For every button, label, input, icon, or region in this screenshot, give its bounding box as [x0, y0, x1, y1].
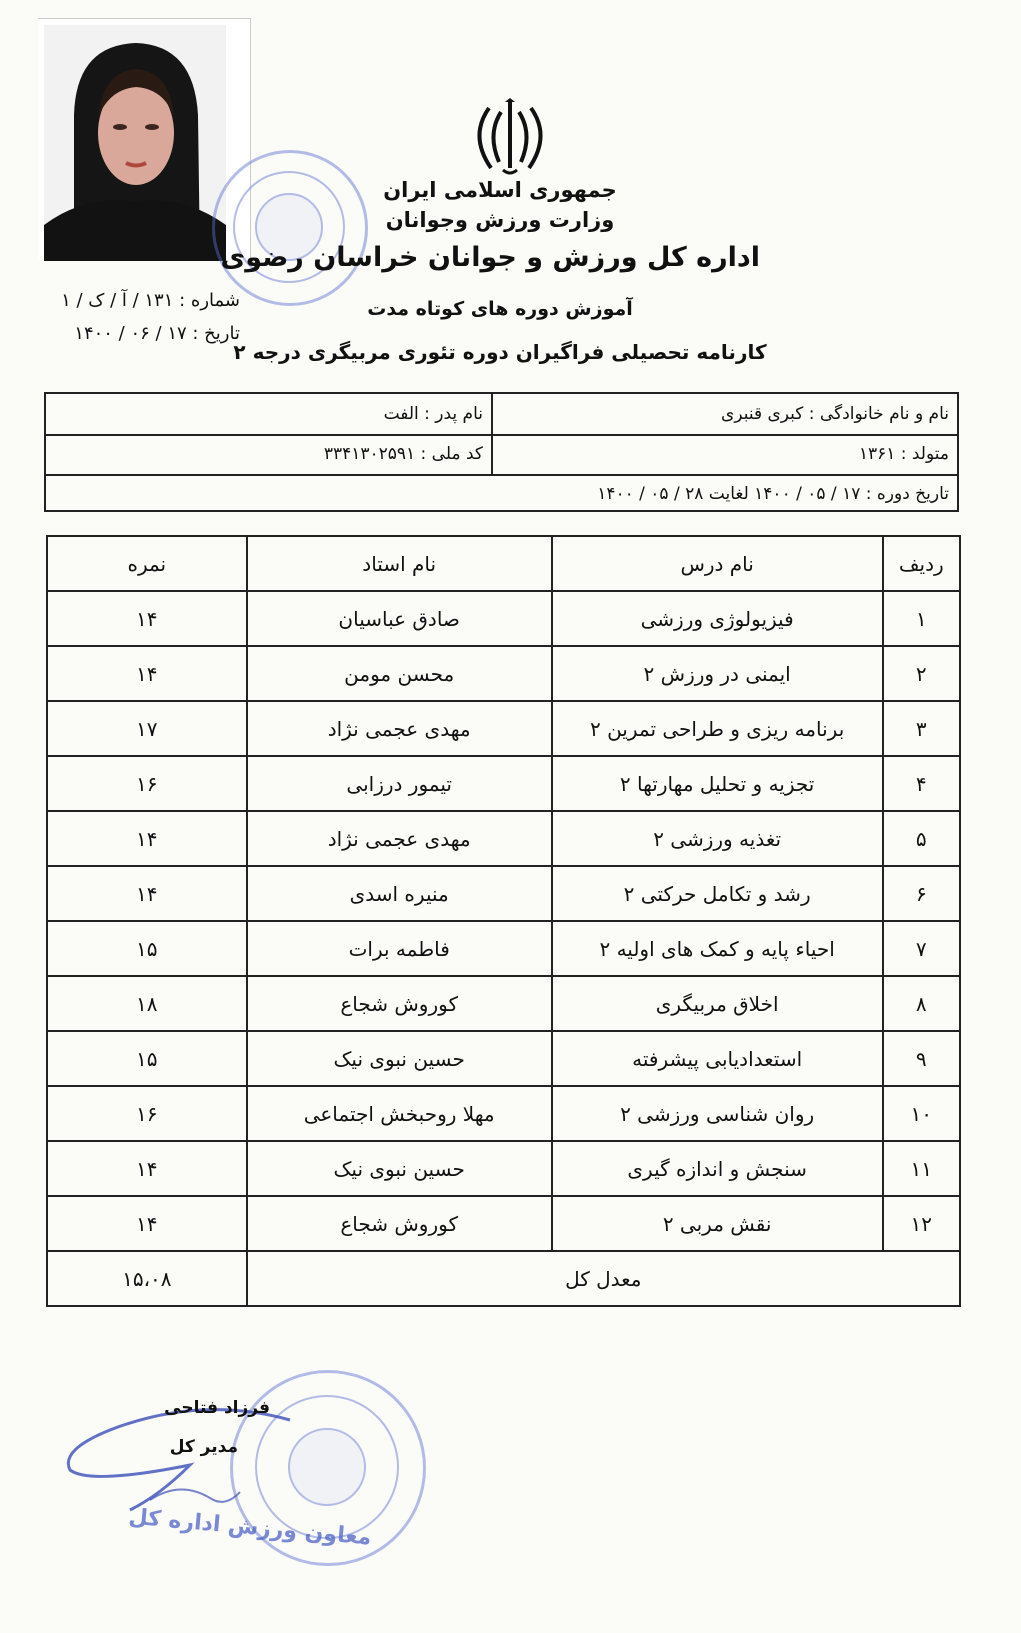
government-line: جمهوری اسلامی ایران [383, 178, 617, 202]
teacher-name-cell: حسین نبوی نیک [247, 1031, 552, 1086]
organization-title: اداره کل ورزش و جوانان خراسان رضوی [220, 242, 760, 273]
upper-seal [212, 150, 368, 306]
student-name: نام و نام خانوادگی : کبری قنبری [721, 404, 949, 424]
table-row [47, 811, 960, 866]
table-row [47, 921, 960, 976]
teacher-name-cell: مهدی عجمی نژاد [247, 701, 552, 756]
table-row [47, 701, 960, 756]
table-row [47, 1031, 960, 1086]
row-number-cell: ۱۰ [883, 1086, 960, 1141]
course-name-cell: رشد و تکامل حرکتی ۲ [552, 866, 883, 921]
teacher-name-cell: مهلا روحبخش اجتماعی [247, 1086, 552, 1141]
row-number-cell: ۶ [883, 866, 960, 921]
row-number-cell: ۱ [883, 591, 960, 646]
grade-cell: ۱۵ [47, 921, 247, 976]
course-name-cell: برنامه ریزی و طراحی تمرین ۲ [552, 701, 883, 756]
birth-year: متولد : ۱۳۶۱ [858, 444, 949, 464]
header-row-number: ردیف [883, 536, 960, 591]
header-grade: نمره [47, 536, 247, 591]
course-name-cell: احیاء پایه و کمک های اولیه ۲ [552, 921, 883, 976]
info-row-id [46, 434, 957, 476]
report-title: کارنامه تحصیلی فراگیران دوره تئوری مربیگری درجه ۲ [233, 340, 767, 364]
grade-cell: ۱۷ [47, 701, 247, 756]
grade-cell: ۱۸ [47, 976, 247, 1031]
table-row [47, 866, 960, 921]
course-dates: تاریخ دوره : ۱۷ / ۰۵ / ۱۴۰۰ لغایت ۲۸ / ۰۵ / ۱۴۰۰ [597, 484, 949, 504]
student-info-box [44, 392, 959, 512]
table-row [47, 1086, 960, 1141]
table-row [47, 591, 960, 646]
grade-cell: ۱۶ [47, 1086, 247, 1141]
grade-cell: ۱۴ [47, 1196, 247, 1251]
reference-number: شماره : ۱۳۱ / آ / ک / ۱ [61, 290, 240, 311]
table-row [47, 646, 960, 701]
info-row-name [46, 394, 957, 436]
table-row [47, 756, 960, 811]
teacher-name-cell: صادق عباسیان [247, 591, 552, 646]
course-name-cell: تغذیه ورزشی ۲ [552, 811, 883, 866]
teacher-name-cell: حسین نبوی نیک [247, 1141, 552, 1196]
teacher-name-cell: مهدی عجمی نژاد [247, 811, 552, 866]
info-row-dates [46, 474, 957, 514]
course-name-cell: سنجش و اندازه گیری [552, 1141, 883, 1196]
student-photo [44, 25, 226, 261]
table-row [47, 1141, 960, 1196]
table-row [47, 976, 960, 1031]
header-teacher: نام استاد [247, 536, 552, 591]
course-name-cell: نقش مربی ۲ [552, 1196, 883, 1251]
row-number-cell: ۴ [883, 756, 960, 811]
total-label: معدل کل [247, 1251, 960, 1306]
reference-date: تاریخ : ۱۷ / ۰۶ / ۱۴۰۰ [74, 323, 240, 344]
row-number-cell: ۲ [883, 646, 960, 701]
row-number-cell: ۱۱ [883, 1141, 960, 1196]
national-id: کد ملی : ۳۳۴۱۳۰۲۵۹۱ [46, 434, 493, 474]
row-number-cell: ۵ [883, 811, 960, 866]
row-number-cell: ۹ [883, 1031, 960, 1086]
grade-cell: ۱۶ [47, 756, 247, 811]
ministry-line: وزارت ورزش وجوانان [385, 208, 615, 232]
stamp-text: معاون ورزش اداره کل [127, 1504, 373, 1551]
signer-title: مدیر کل [169, 1437, 238, 1457]
iran-emblem-icon [465, 98, 555, 176]
teacher-name-cell: محسن مومن [247, 646, 552, 701]
signer-name: فرزاد فتاحی [164, 1398, 270, 1418]
grade-cell: ۱۴ [47, 866, 247, 921]
course-name-cell: ایمنی در ورزش ۲ [552, 646, 883, 701]
row-number-cell: ۷ [883, 921, 960, 976]
teacher-name-cell: تیمور درزابی [247, 756, 552, 811]
course-name-cell: اخلاق مربیگری [552, 976, 883, 1031]
teacher-name-cell: کوروش شجاع [247, 976, 552, 1031]
grade-cell: ۱۵ [47, 1031, 247, 1086]
course-name-cell: تجزیه و تحلیل مهارتها ۲ [552, 756, 883, 811]
teacher-name-cell: منیره اسدی [247, 866, 552, 921]
total-row [47, 1251, 960, 1306]
grade-cell: ۱۴ [47, 591, 247, 646]
table-row [47, 1196, 960, 1251]
row-number-cell: ۱۲ [883, 1196, 960, 1251]
grade-cell: ۱۴ [47, 811, 247, 866]
row-number-cell: ۳ [883, 701, 960, 756]
father-name: نام پدر : الفت [46, 394, 493, 434]
grade-cell: ۱۴ [47, 646, 247, 701]
table-header-row [47, 536, 960, 591]
total-value: ۱۵،۰۸ [47, 1251, 247, 1306]
row-number-cell: ۸ [883, 976, 960, 1031]
course-name-cell: فیزیولوژی ورزشی [552, 591, 883, 646]
grades-table [46, 535, 961, 1307]
teacher-name-cell: کوروش شجاع [247, 1196, 552, 1251]
course-name-cell: استعدادیابی پیشرفته [552, 1031, 883, 1086]
grade-cell: ۱۴ [47, 1141, 247, 1196]
subtitle: آموزش دوره های کوتاه مدت [367, 298, 633, 320]
teacher-name-cell: فاطمه برات [247, 921, 552, 976]
header-course: نام درس [552, 536, 883, 591]
course-name-cell: روان شناسی ورزشی ۲ [552, 1086, 883, 1141]
